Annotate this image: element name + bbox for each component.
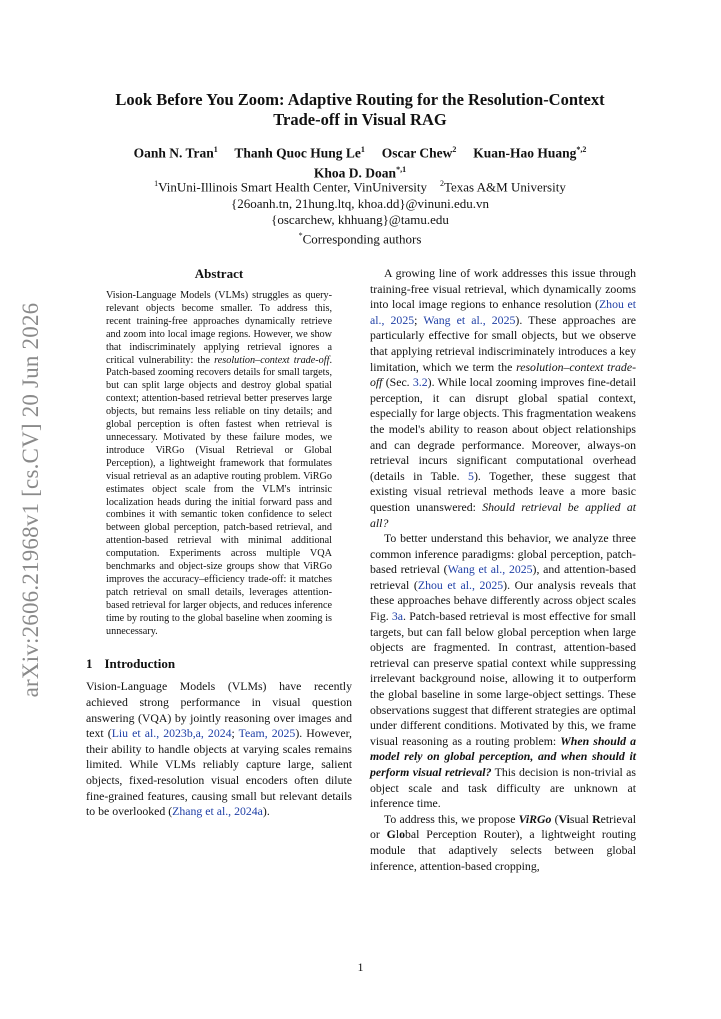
affiliations — [80, 176, 640, 247]
r2-e: This decision is non-trivial as object scale and task difficulty are unknown at inference time. — [370, 765, 636, 811]
abstract-emphasis: resolution–context trade-off — [214, 354, 330, 366]
citation-zhang[interactable]: Zhang et al., 2024a — [172, 804, 263, 819]
r3-c: sual — [569, 811, 593, 826]
section-number: 1 — [86, 656, 93, 672]
author-2: Thanh Quoc Hung Le — [234, 145, 361, 161]
right-column — [370, 266, 636, 874]
method-name: ViRGo — [518, 811, 552, 826]
author-1: Oanh N. Tran — [133, 145, 214, 161]
r1-b: ). These approaches are particularly effective for small objects, but we observe that applying retrieval indiscriminately introduces a key limitation, which we term the — [370, 312, 637, 374]
r3-d: etrieval or — [370, 811, 636, 842]
citation-wang-1[interactable]: Wang et al., 2025 — [423, 312, 516, 327]
intro-text-a: Vision-Language Models (VLMs) have recently achieved strong performance in visual question answering (VQA) by jointly reasoning over images and text ( — [86, 679, 352, 741]
ref-table[interactable]: 5 — [468, 468, 474, 483]
r3-e: l — [395, 827, 400, 842]
citation-wang-2[interactable]: Wang et al., 2025 — [447, 562, 533, 577]
author-5: Khoa D. Doan — [313, 165, 397, 180]
author-3-sup: 2 — [452, 145, 457, 154]
r2-c: ). Our analysis reveals that these approaches behave differently across object scales Fig. — [370, 577, 636, 624]
r2-a: To better understand this behavior, we analyze three common inference paradigms: global perception, patch-based retrieval ( — [370, 531, 636, 577]
corresponding-sup: * — [298, 230, 303, 240]
acronym-r: R — [592, 811, 601, 826]
author-2-sup: 1 — [360, 145, 365, 154]
paper-title — [80, 90, 640, 130]
section-heading-introduction — [86, 656, 352, 672]
ref-figure[interactable]: 3a — [391, 609, 404, 624]
title-line-1: Look Before You Zoom: Adaptive Routing for the Resolution-Context — [115, 90, 605, 109]
arxiv-identifier-text: arXiv:2606.21968v1 [cs.CV] 20 Jun 2026 — [18, 302, 43, 698]
affil-1-sup: 1 — [154, 179, 159, 188]
r3-b: ( — [551, 811, 559, 826]
r1-emphasis: resolution–context trade-off — [370, 359, 636, 390]
citation-zhou-1[interactable]: Zhou et al., 2025 — [370, 297, 636, 327]
ref-section[interactable]: 3.2 — [412, 375, 428, 390]
abstract-part-1: Vision-Language Models (VLMs) struggles as query-relevant objects become smaller. To address this, recent training-free approaches dynamically retrieve and zoom into local image regions. However, we show that indiscriminately applying retrieval ignores a critical vulnerability: the — [106, 290, 332, 366]
author-4-sup: *,2 — [576, 145, 587, 154]
author-4: Kuan-Hao Huang — [473, 145, 577, 161]
section-title: Introduction — [104, 656, 176, 672]
r1-a: A growing line of work addresses this issue through training-free visual retrieval, which dynamically zooms into local image regions to enhance resolution ( — [370, 266, 636, 312]
right-paragraph-1 — [370, 266, 636, 531]
intro-paragraph-1 — [86, 679, 352, 819]
title-line-2: Trade-off in Visual RAG — [273, 110, 447, 129]
affil-1: VinUni-Illinois Smart Health Center, VinUniversity — [158, 179, 427, 195]
page-number: 1 — [357, 960, 364, 974]
left-column — [86, 266, 352, 820]
citation-liu[interactable]: Liu et al., 2023b,a, 2024 — [111, 726, 232, 741]
affil-2: Texas A&M University — [443, 179, 566, 195]
r3-a: To address this, we propose — [384, 811, 519, 826]
r2-question: When should a model rely on global perception, and when should it perform visual retrieval? — [370, 733, 637, 779]
acronym-g: G — [386, 827, 396, 842]
intro-sep: ; — [231, 726, 239, 741]
r3-f: bal Perception Router), a lightweight routing module that adaptively selects between global inference, attention-based cropping, — [370, 827, 636, 873]
abstract-part-2: . Patch-based zooming recovers details for small targets, but can split large objects and destroy global spatial context; attention-based retrieval better preserves large objects, but remains less reliable on tiny details; and global perception is often fastest when retrieval is unnecessary. Motivated by these failure modes, we introduce ViRGo (Visual Retrieval or Global Perception), a lightweight framework that formulates visual retrieval as an adaptive routing problem. ViRGo estimates object scale from the VLM's intrinsic localization heads during the initial forward pass and combines it with semantic token confidence to select between global perception, patch-based retrieval, and attention-based retrieval with minimal additional computation. Experiments across multiple VQA benchmarks and object-size groups show that ViRGo improves the accuracy–efficiency trade-off: it matches patch retrieval on small details, leverages attention-based retrieval for larger objects, and reduces inference time by routing to the global baseline when zooming is unnecessary. — [106, 354, 332, 637]
abstract-text — [106, 290, 332, 638]
citation-zhou-2[interactable]: Zhou et al., 2025 — [417, 577, 504, 592]
author-3: Oscar Chew — [381, 145, 453, 161]
intro-text-b: ). However, their ability to handle objects at varying scales remains limited. While VLMs reliably capture large, salient objects, fixed-resolution visual encoders often dilute fine-grained features, causing small but relevant details to be overlooked ( — [86, 726, 352, 819]
right-paragraph-2 — [370, 531, 636, 812]
r1-c: (Sec. — [382, 375, 413, 390]
r2-b: ), and attention-based retrieval ( — [370, 562, 637, 592]
acronym-vi: Vi — [558, 811, 570, 826]
affil-2-sup: 2 — [439, 179, 444, 188]
r1-e: ). Together, these suggest that existing visual retrieval methods leave a more basic question unanswered: — [370, 468, 637, 514]
right-paragraph-3 — [370, 812, 636, 874]
r1-sep: ; — [414, 312, 424, 327]
r1-d: ). While local zooming improves fine-detail perception, it can disrupt global spatial context, especially for large objects. This fragmentation weakens the model's ability to reason about object relationships and can degrade performance. Moreover, always-on retrieval incurs significant computational overhead (details in Table. — [370, 375, 636, 483]
author-5-sup: *,1 — [396, 164, 407, 174]
r2-d: . Patch-based retrieval is most effective for small targets, but can fall below global perception when large objects are fragmented. In contrast, attention-based retrieval can preserve spatial context while suppressing irrelevant background noise, allowing it to outperform the global baseline in some large-object settings. These observations suggest that different strategies are optimal under different conditions. Motivated by this, we frame visual reasoning as a routing problem: — [370, 609, 636, 748]
abstract-heading: Abstract — [194, 266, 244, 281]
email-vinuni: {26oanh.tn, 21hung.ltq, khoa.dd}@vinuni.edu.vn — [230, 195, 490, 211]
r1-question: Should retrieval be applied at all? — [370, 499, 636, 530]
acronym-o: o — [399, 827, 406, 842]
intro-text-end: ). — [262, 804, 270, 819]
author-1-sup: 1 — [213, 145, 218, 154]
arxiv-identifier — [12, 300, 50, 700]
citation-team[interactable]: Team, 2025 — [238, 726, 296, 741]
email-tamu: {oscarchew, khhuang}@tamu.edu — [271, 211, 449, 227]
corresponding-note: Corresponding authors — [302, 231, 422, 247]
